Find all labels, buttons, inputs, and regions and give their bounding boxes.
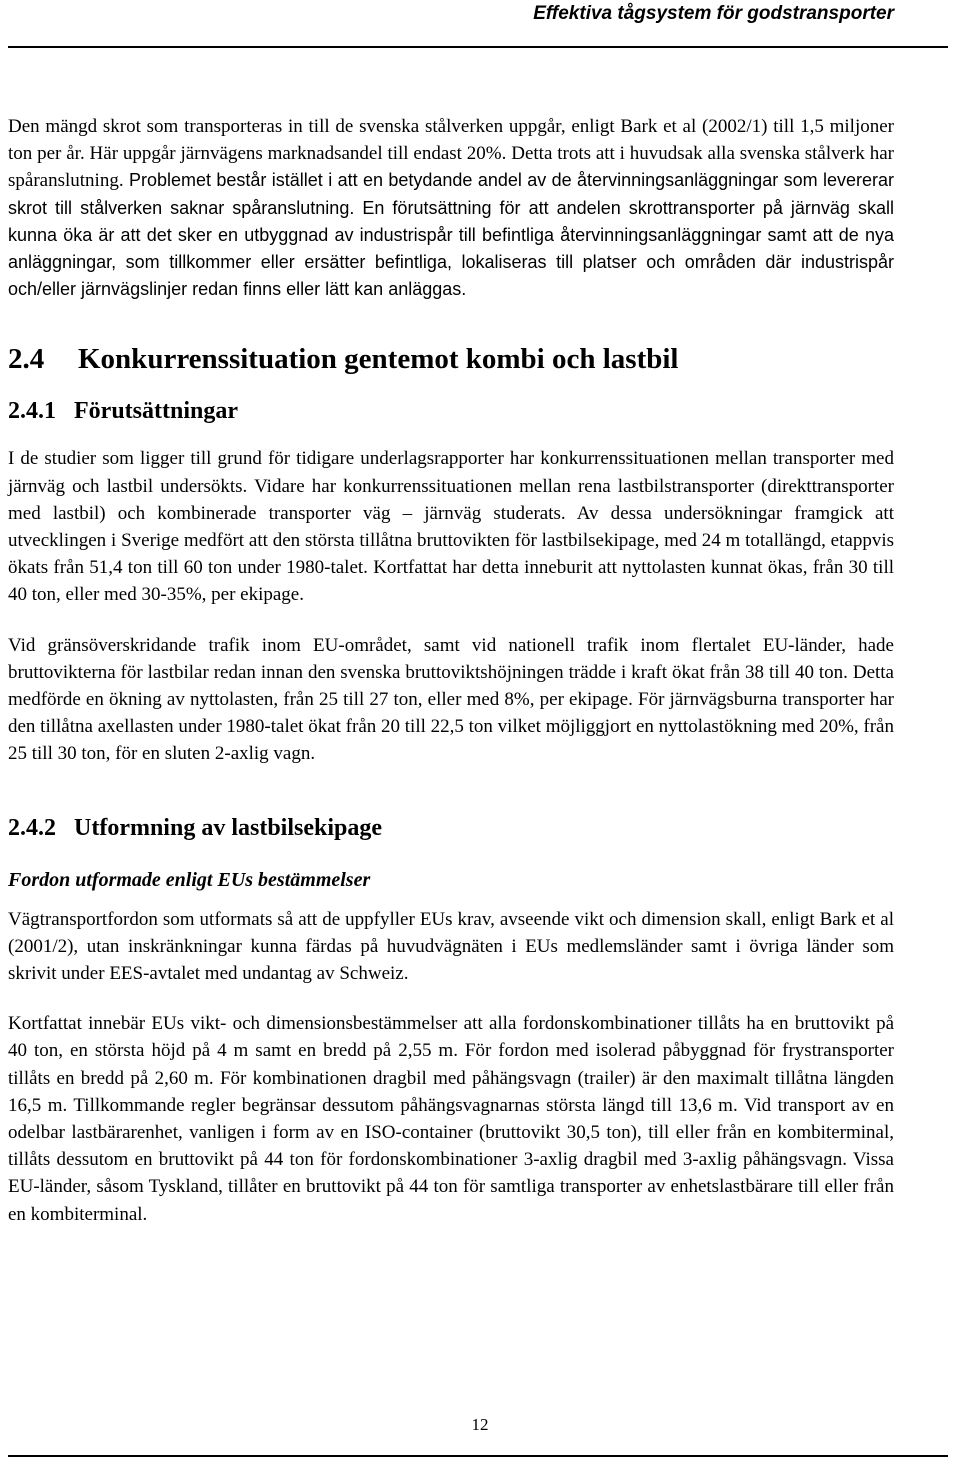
page-number: 12 — [471, 1415, 489, 1434]
section-heading-2-4-1 — [8, 395, 894, 427]
section-number: 2.4.2 — [8, 814, 56, 841]
section-title: Förutsättningar — [74, 398, 238, 425]
section-title: Konkurrenssituation gentemot kombi och lastbil — [78, 343, 679, 376]
paragraph-part-sans: Problemet består istället i att en betydande andel av de återvinningsanläggningar som levererar skrot till stålverken saknar spåranslutning. — [8, 170, 894, 218]
paragraph-part-sans-2: En förutsättning för att andelen skrottransporter på järnväg skall kunna öka är att det sker en utbyggnad av industrispår till befintliga återvinningsanläggningar samt att de nya anläggningar, som tillkommer eller ersätter befintliga, lokaliseras till platser och områden där industrispår och/eller järnvägslinjer redan finns eller lätt kan anläggas. — [8, 197, 894, 300]
page-body — [8, 113, 894, 1228]
paragraph-part-serif: Den mängd skrot som transporteras in till de svenska stålverken uppgår, enligt Bark et al (2002/1) till 1,5 miljoner ton per år. Här uppgår järnvägens marknadsandel till endast 20%. Detta trots att i huvudsak alla svenska stålverk har spåranslutning. — [8, 116, 894, 192]
section-heading-2-4 — [8, 341, 894, 377]
paragraph-eu-requirements: Vägtransportfordon som utformats så att de uppfyller EUs krav, avseende vikt och dimension skall, enligt Bark et al (2001/2), utan inskränkningar kunna färdas på huvudvägnäten i EUs medlemsländer samt i övriga länder som skrivit under EES-avtalet med undantag av Schweiz. — [8, 908, 894, 985]
subheading-eu-vehicles: Fordon utformade enligt EUs bestämmelser — [8, 868, 371, 891]
running-header: Effektiva tågsystem för godstransporter — [533, 3, 894, 24]
paragraph-scrap-transport — [8, 113, 894, 303]
section-number: 2.4 — [8, 343, 45, 376]
paragraph-weight-dimension-rules: Kortfattat innebär EUs vikt- och dimensionsbestämmelser att alla fordonskombinationer tillåts ha en bruttovikt på 40 ton, en största höjd på 4 m samt en bredd på 2,55 m. För fordon med isolerad påbyggnad för frystransporter tillåts en bredd på 2,60 m. För kombinationen dragbil med påhängsvagn (trailer) är den maximalt tillåtna längden 16,5 m. Tillkommande regler begränsar dessutom påhängsvagnarnas största längd till 13,6 m. Vid transport av en odelbar lastbärarenhet, vanligen i form av en ISO-container (bruttovikt 30,5 ton), till eller från en kombiterminal, tillåts dessutom en bruttovikt på 44 ton för fordonskombinationer 3-axlig dragbil med 3-axlig påhängsvagn. Vissa EU-länder, såsom Tyskland, tillåter en bruttovikt på 44 ton för samtliga transporter av enhetslastbärare till eller från en kombiterminal. — [8, 1013, 894, 1225]
section-title: Utformning av lastbilsekipage — [74, 814, 383, 841]
paragraph-competition-studies: I de studier som ligger till grund för tidigare underlagsrapporter har konkurrenssituationen mellan transporter med järnväg och lastbil undersökts. Vidare har konkurrenssituationen mellan rena lastbilstransporter (direkttransporter med lastbil) och kombinerade transporter väg – järnväg studerats. Av dessa undersökningar framgick att utvecklingen i Sverige medfört att den största tillåtna bruttovikten för lastbilsekipage, med 24 m totallängd, etappvis ökats från 51,4 ton till 60 ton under 1980-talet. Kortfattat har detta inneburit att nyttolasten kunnat ökas, från 30 till 40 ton, eller med 30-35%, per ekipage. — [8, 448, 894, 606]
footer-rule — [8, 1455, 948, 1457]
section-heading-2-4-2 — [8, 812, 894, 844]
header-rule — [8, 46, 948, 48]
section-number: 2.4.1 — [8, 398, 56, 425]
paragraph-eu-traffic: Vid gränsöverskridande trafik inom EU-området, samt vid nationell trafik inom flertalet EU-länder, hade bruttovikterna för lastbilar redan innan den svenska bruttoviktshöjningen trädde i kraft ökat från 38 till 40 ton. Detta medförde en ökning av nyttolasten, från 25 till 27 ton, eller med 8%, per ekipage. För järnvägsburna transporter har den tillåtna axellasten under 1980-talet ökat från 20 till 22,5 ton vilket möjliggjort en nyttolastökning med 20%, från 25 till 30 ton, för en sluten 2-axlig vagn. — [8, 634, 894, 765]
